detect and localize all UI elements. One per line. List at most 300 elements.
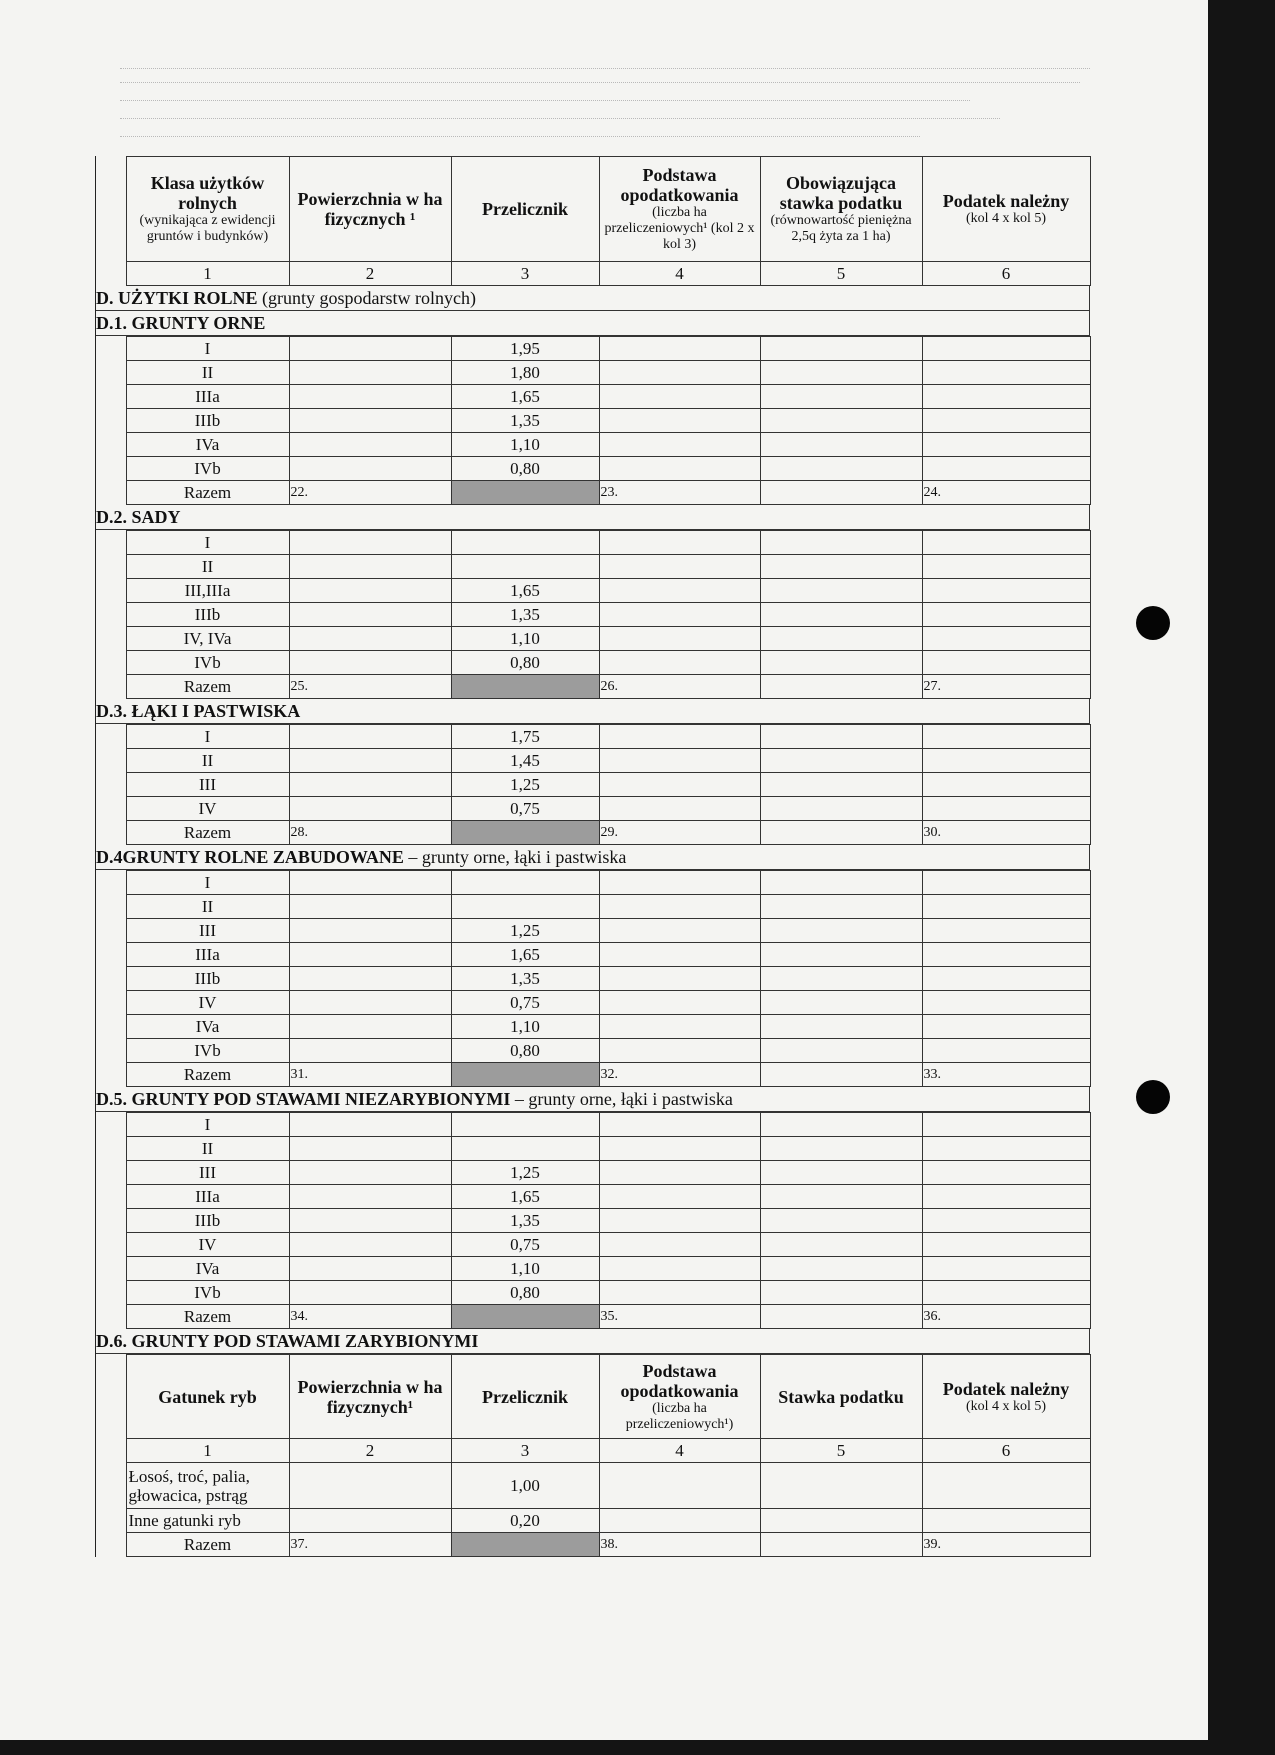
area-input[interactable] bbox=[289, 1137, 451, 1161]
total-base-field[interactable]: 38. bbox=[599, 1533, 760, 1557]
tax-due-input[interactable] bbox=[922, 943, 1090, 967]
tax-due-input[interactable] bbox=[922, 749, 1090, 773]
area-input[interactable] bbox=[289, 1039, 451, 1063]
tax-due-input[interactable] bbox=[922, 967, 1090, 991]
tax-rate-input[interactable] bbox=[760, 385, 922, 409]
conversion-rate: 0,20 bbox=[451, 1509, 599, 1533]
conversion-rate: 0,80 bbox=[451, 457, 599, 481]
class-label: III,IIIa bbox=[126, 579, 289, 603]
section-d1-table bbox=[96, 336, 1091, 505]
total-area-field[interactable]: 25. bbox=[289, 675, 451, 699]
tax-base-input[interactable] bbox=[599, 967, 760, 991]
class-row bbox=[96, 361, 1090, 385]
class-row bbox=[96, 797, 1090, 821]
total-tax-field[interactable]: 30. bbox=[922, 821, 1090, 845]
tax-rate-input[interactable] bbox=[760, 943, 922, 967]
shaded-cell bbox=[451, 481, 599, 505]
total-rate-field bbox=[760, 1533, 922, 1557]
total-base-field[interactable]: 35. bbox=[599, 1305, 760, 1329]
class-row bbox=[96, 1233, 1090, 1257]
class-row bbox=[96, 1463, 1090, 1509]
column-header-row bbox=[96, 157, 1090, 262]
class-label: IV bbox=[126, 991, 289, 1015]
faded-top-area bbox=[120, 60, 1090, 150]
tax-due-input[interactable] bbox=[922, 1281, 1090, 1305]
tax-base-input[interactable] bbox=[599, 725, 760, 749]
total-label: Razem bbox=[126, 1305, 289, 1329]
shaded-cell bbox=[451, 675, 599, 699]
tax-base-input[interactable] bbox=[599, 579, 760, 603]
punch-hole bbox=[1136, 1080, 1170, 1114]
section-d3-table bbox=[96, 724, 1091, 845]
total-rate-field bbox=[760, 1063, 922, 1087]
conversion-rate: 1,35 bbox=[451, 1209, 599, 1233]
total-row bbox=[96, 821, 1090, 845]
total-label: Razem bbox=[126, 1533, 289, 1557]
tax-due-input[interactable] bbox=[922, 1509, 1090, 1533]
total-label: Razem bbox=[126, 821, 289, 845]
tax-due-input[interactable] bbox=[922, 895, 1090, 919]
conversion-rate: 1,95 bbox=[451, 337, 599, 361]
conversion-rate: 1,10 bbox=[451, 1015, 599, 1039]
class-label: IVa bbox=[126, 1015, 289, 1039]
class-label: IVb bbox=[126, 1039, 289, 1063]
section-d6-table bbox=[96, 1354, 1091, 1557]
tax-due-input[interactable] bbox=[922, 991, 1090, 1015]
col2-header: Powierzchnia w ha fizycznych ¹ bbox=[289, 157, 451, 262]
conversion-rate: 1,00 bbox=[451, 1463, 599, 1509]
conversion-rate: 1,65 bbox=[451, 1185, 599, 1209]
class-row bbox=[96, 385, 1090, 409]
total-tax-field[interactable]: 24. bbox=[922, 481, 1090, 505]
class-label: IIIb bbox=[126, 967, 289, 991]
punch-hole bbox=[1136, 606, 1170, 640]
area-input[interactable] bbox=[289, 797, 451, 821]
area-input[interactable] bbox=[289, 337, 451, 361]
tax-base-input[interactable] bbox=[599, 895, 760, 919]
conversion-rate: 1,25 bbox=[451, 1161, 599, 1185]
d6-header-row bbox=[96, 1355, 1090, 1439]
section-d-title: D. UŻYTKI ROLNE (grunty gospodarstw rolnych) bbox=[96, 286, 1090, 311]
section-d5-title: D.5. GRUNTY POD STAWAMI NIEZARYBIONYMI – grunty orne, łąki i pastwiska bbox=[96, 1087, 1090, 1112]
conversion-rate: 1,35 bbox=[451, 967, 599, 991]
class-row bbox=[96, 433, 1090, 457]
tax-base-input[interactable] bbox=[599, 773, 760, 797]
tax-due-input[interactable] bbox=[922, 773, 1090, 797]
class-row bbox=[96, 409, 1090, 433]
tax-due-input[interactable] bbox=[922, 579, 1090, 603]
shaded-cell bbox=[451, 1533, 599, 1557]
tax-base-input[interactable] bbox=[599, 603, 760, 627]
conversion-rate bbox=[451, 555, 599, 579]
class-row bbox=[96, 1509, 1090, 1533]
class-row bbox=[96, 943, 1090, 967]
tax-rate-input[interactable] bbox=[760, 1281, 922, 1305]
area-input[interactable] bbox=[289, 725, 451, 749]
land-tax-table bbox=[96, 156, 1091, 286]
tax-base-input[interactable] bbox=[599, 457, 760, 481]
area-input[interactable] bbox=[289, 1113, 451, 1137]
tax-due-input[interactable] bbox=[922, 1233, 1090, 1257]
class-row bbox=[96, 651, 1090, 675]
conversion-rate: 1,65 bbox=[451, 943, 599, 967]
total-base-field[interactable]: 29. bbox=[599, 821, 760, 845]
tax-rate-input[interactable] bbox=[760, 991, 922, 1015]
shaded-cell bbox=[451, 1063, 599, 1087]
area-input[interactable] bbox=[289, 409, 451, 433]
area-input[interactable] bbox=[289, 1209, 451, 1233]
tax-base-input[interactable] bbox=[599, 919, 760, 943]
tax-due-input[interactable] bbox=[922, 797, 1090, 821]
col-number: 2 bbox=[289, 262, 451, 286]
total-row bbox=[96, 1305, 1090, 1329]
class-label: IVb bbox=[126, 457, 289, 481]
class-label: III bbox=[126, 919, 289, 943]
tax-base-input[interactable] bbox=[599, 1137, 760, 1161]
tax-due-input[interactable] bbox=[922, 1113, 1090, 1137]
tax-due-input[interactable] bbox=[922, 871, 1090, 895]
tax-rate-input[interactable] bbox=[760, 337, 922, 361]
tax-due-input[interactable] bbox=[922, 457, 1090, 481]
area-input[interactable] bbox=[289, 385, 451, 409]
tax-rate-input[interactable] bbox=[760, 919, 922, 943]
conversion-rate: 1,25 bbox=[451, 919, 599, 943]
shaded-cell bbox=[451, 1305, 599, 1329]
col-number: 4 bbox=[599, 262, 760, 286]
tax-due-input[interactable] bbox=[922, 1209, 1090, 1233]
tax-due-input[interactable] bbox=[922, 361, 1090, 385]
area-input[interactable] bbox=[289, 1463, 451, 1509]
conversion-rate: 1,80 bbox=[451, 361, 599, 385]
class-row bbox=[96, 531, 1090, 555]
class-row bbox=[96, 1015, 1090, 1039]
section-d5-table bbox=[96, 1112, 1091, 1329]
tax-base-input[interactable] bbox=[599, 1185, 760, 1209]
total-rate-field bbox=[760, 821, 922, 845]
class-row bbox=[96, 603, 1090, 627]
tax-base-input[interactable] bbox=[599, 385, 760, 409]
tax-due-input[interactable] bbox=[922, 1039, 1090, 1063]
col-number: 3 bbox=[451, 1439, 599, 1463]
total-rate-field bbox=[760, 675, 922, 699]
total-area-field[interactable]: 37. bbox=[289, 1533, 451, 1557]
tax-rate-input[interactable] bbox=[760, 967, 922, 991]
col-number: 2 bbox=[289, 1439, 451, 1463]
d6-column-number-row bbox=[96, 1439, 1090, 1463]
class-label: I bbox=[126, 531, 289, 555]
tax-rate-input[interactable] bbox=[760, 797, 922, 821]
area-input[interactable] bbox=[289, 919, 451, 943]
class-row bbox=[96, 1137, 1090, 1161]
class-row bbox=[96, 555, 1090, 579]
area-input[interactable] bbox=[289, 991, 451, 1015]
conversion-rate: 0,80 bbox=[451, 1039, 599, 1063]
class-label: I bbox=[126, 337, 289, 361]
tax-base-input[interactable] bbox=[599, 1015, 760, 1039]
area-input[interactable] bbox=[289, 967, 451, 991]
total-tax-field[interactable]: 36. bbox=[922, 1305, 1090, 1329]
area-input[interactable] bbox=[289, 361, 451, 385]
total-label: Razem bbox=[126, 1063, 289, 1087]
tax-base-input[interactable] bbox=[599, 1233, 760, 1257]
area-input[interactable] bbox=[289, 1015, 451, 1039]
tax-base-input[interactable] bbox=[599, 531, 760, 555]
tax-base-input[interactable] bbox=[599, 409, 760, 433]
d6-col3-header: Przelicznik bbox=[451, 1355, 599, 1439]
tax-rate-input[interactable] bbox=[760, 555, 922, 579]
class-label: I bbox=[126, 871, 289, 895]
conversion-rate: 0,80 bbox=[451, 1281, 599, 1305]
total-base-field[interactable]: 26. bbox=[599, 675, 760, 699]
class-label: II bbox=[126, 895, 289, 919]
class-row bbox=[96, 1113, 1090, 1137]
tax-base-input[interactable] bbox=[599, 1463, 760, 1509]
area-input[interactable] bbox=[289, 603, 451, 627]
area-input[interactable] bbox=[289, 579, 451, 603]
conversion-rate: 0,75 bbox=[451, 797, 599, 821]
tax-due-input[interactable] bbox=[922, 1463, 1090, 1509]
tax-base-input[interactable] bbox=[599, 337, 760, 361]
col-number: 5 bbox=[760, 1439, 922, 1463]
tax-base-input[interactable] bbox=[599, 1257, 760, 1281]
tax-rate-input[interactable] bbox=[760, 531, 922, 555]
total-area-field[interactable]: 31. bbox=[289, 1063, 451, 1087]
total-area-field[interactable]: 22. bbox=[289, 481, 451, 505]
shaded-cell bbox=[451, 821, 599, 845]
section-d3-title: D.3. ŁĄKI I PASTWISKA bbox=[96, 699, 1090, 724]
tax-due-input[interactable] bbox=[922, 337, 1090, 361]
tax-rate-input[interactable] bbox=[760, 627, 922, 651]
total-row bbox=[96, 481, 1090, 505]
tax-base-input[interactable] bbox=[599, 1509, 760, 1533]
col6-header: Podatek należny (kol 4 x kol 5) bbox=[922, 157, 1090, 262]
area-input[interactable] bbox=[289, 433, 451, 457]
tax-rate-input[interactable] bbox=[760, 725, 922, 749]
class-row bbox=[96, 1257, 1090, 1281]
col-number: 5 bbox=[760, 262, 922, 286]
d6-col1-header: Gatunek ryb bbox=[126, 1355, 289, 1439]
tax-rate-input[interactable] bbox=[760, 773, 922, 797]
tax-base-input[interactable] bbox=[599, 1113, 760, 1137]
tax-rate-input[interactable] bbox=[760, 1463, 922, 1509]
area-input[interactable] bbox=[289, 627, 451, 651]
class-label: IVa bbox=[126, 433, 289, 457]
class-row bbox=[96, 991, 1090, 1015]
tax-due-input[interactable] bbox=[922, 1161, 1090, 1185]
tax-rate-input[interactable] bbox=[760, 1015, 922, 1039]
tax-due-input[interactable] bbox=[922, 555, 1090, 579]
tax-rate-input[interactable] bbox=[760, 1209, 922, 1233]
section-d1-title: D.1. GRUNTY ORNE bbox=[96, 311, 1090, 336]
total-row bbox=[96, 1063, 1090, 1087]
col-number: 1 bbox=[126, 262, 289, 286]
col-number: 1 bbox=[126, 1439, 289, 1463]
class-label: IV, IVa bbox=[126, 627, 289, 651]
area-input[interactable] bbox=[289, 1257, 451, 1281]
area-input[interactable] bbox=[289, 1281, 451, 1305]
section-d2-table bbox=[96, 530, 1091, 699]
conversion-rate bbox=[451, 1137, 599, 1161]
tax-rate-input[interactable] bbox=[760, 1257, 922, 1281]
total-row bbox=[96, 1533, 1090, 1557]
tax-rate-input[interactable] bbox=[760, 749, 922, 773]
tax-rate-input[interactable] bbox=[760, 603, 922, 627]
class-row bbox=[96, 919, 1090, 943]
tax-due-input[interactable] bbox=[922, 433, 1090, 457]
tax-base-input[interactable] bbox=[599, 361, 760, 385]
col-number: 3 bbox=[451, 262, 599, 286]
col3-header: Przelicznik bbox=[451, 157, 599, 262]
tax-due-input[interactable] bbox=[922, 1015, 1090, 1039]
total-label: Razem bbox=[126, 675, 289, 699]
tax-rate-input[interactable] bbox=[760, 1233, 922, 1257]
class-row bbox=[96, 457, 1090, 481]
conversion-rate: 1,35 bbox=[451, 409, 599, 433]
class-row bbox=[96, 1281, 1090, 1305]
area-input[interactable] bbox=[289, 1161, 451, 1185]
tax-rate-input[interactable] bbox=[760, 457, 922, 481]
col1-header: Klasa użytków rolnych (wynikająca z ewidencji gruntów i budynków) bbox=[126, 157, 289, 262]
total-area-field[interactable]: 28. bbox=[289, 821, 451, 845]
d6-col4-header: Podstawa opodatkowania (liczba ha przeliczeniowych¹) bbox=[599, 1355, 760, 1439]
class-label: II bbox=[126, 361, 289, 385]
total-tax-field[interactable]: 27. bbox=[922, 675, 1090, 699]
tax-due-input[interactable] bbox=[922, 385, 1090, 409]
tax-rate-input[interactable] bbox=[760, 1185, 922, 1209]
class-row bbox=[96, 967, 1090, 991]
tax-due-input[interactable] bbox=[922, 919, 1090, 943]
tax-rate-input[interactable] bbox=[760, 1137, 922, 1161]
conversion-rate: 1,10 bbox=[451, 1257, 599, 1281]
tax-base-input[interactable] bbox=[599, 871, 760, 895]
total-tax-field[interactable]: 33. bbox=[922, 1063, 1090, 1087]
conversion-rate: 1,75 bbox=[451, 725, 599, 749]
tax-form bbox=[95, 156, 1090, 1557]
class-label: III bbox=[126, 1161, 289, 1185]
conversion-rate: 1,10 bbox=[451, 627, 599, 651]
section-d4-title: D.4GRUNTY ROLNE ZABUDOWANE – grunty orne, łąki i pastwiska bbox=[96, 845, 1090, 870]
tax-rate-input[interactable] bbox=[760, 1161, 922, 1185]
conversion-rate: 1,10 bbox=[451, 433, 599, 457]
tax-rate-input[interactable] bbox=[760, 579, 922, 603]
tax-due-input[interactable] bbox=[922, 1185, 1090, 1209]
tax-base-input[interactable] bbox=[599, 1161, 760, 1185]
tax-rate-input[interactable] bbox=[760, 651, 922, 675]
tax-due-input[interactable] bbox=[922, 409, 1090, 433]
col4-header: Podstawa opodatkowania (liczba ha przeliczeniowych¹ (kol 2 x kol 3) bbox=[599, 157, 760, 262]
total-tax-field[interactable]: 39. bbox=[922, 1533, 1090, 1557]
conversion-rate: 0,75 bbox=[451, 1233, 599, 1257]
class-row bbox=[96, 1161, 1090, 1185]
tax-base-input[interactable] bbox=[599, 627, 760, 651]
class-row bbox=[96, 871, 1090, 895]
class-label: II bbox=[126, 1137, 289, 1161]
class-row bbox=[96, 773, 1090, 797]
tax-rate-input[interactable] bbox=[760, 1509, 922, 1533]
tax-rate-input[interactable] bbox=[760, 895, 922, 919]
total-rate-field bbox=[760, 1305, 922, 1329]
area-input[interactable] bbox=[289, 773, 451, 797]
tax-due-input[interactable] bbox=[922, 725, 1090, 749]
conversion-rate: 0,75 bbox=[451, 991, 599, 1015]
col-number: 6 bbox=[922, 1439, 1090, 1463]
tax-due-input[interactable] bbox=[922, 1137, 1090, 1161]
area-input[interactable] bbox=[289, 871, 451, 895]
class-row bbox=[96, 627, 1090, 651]
area-input[interactable] bbox=[289, 651, 451, 675]
tax-base-input[interactable] bbox=[599, 991, 760, 1015]
conversion-rate: 1,35 bbox=[451, 603, 599, 627]
class-row bbox=[96, 1185, 1090, 1209]
tax-rate-input[interactable] bbox=[760, 871, 922, 895]
area-input[interactable] bbox=[289, 895, 451, 919]
tax-base-input[interactable] bbox=[599, 651, 760, 675]
class-label: IVb bbox=[126, 651, 289, 675]
tax-due-input[interactable] bbox=[922, 531, 1090, 555]
tax-base-input[interactable] bbox=[599, 433, 760, 457]
class-label: IIIb bbox=[126, 603, 289, 627]
column-number-row bbox=[96, 262, 1090, 286]
class-label: Inne gatunki ryb bbox=[126, 1509, 289, 1533]
tax-base-input[interactable] bbox=[599, 797, 760, 821]
tax-rate-input[interactable] bbox=[760, 433, 922, 457]
tax-rate-input[interactable] bbox=[760, 1113, 922, 1137]
tax-due-input[interactable] bbox=[922, 603, 1090, 627]
area-input[interactable] bbox=[289, 943, 451, 967]
area-input[interactable] bbox=[289, 1509, 451, 1533]
class-label: I bbox=[126, 725, 289, 749]
tax-rate-input[interactable] bbox=[760, 1039, 922, 1063]
total-area-field[interactable]: 34. bbox=[289, 1305, 451, 1329]
tax-rate-input[interactable] bbox=[760, 361, 922, 385]
tax-rate-input[interactable] bbox=[760, 409, 922, 433]
total-rate-field bbox=[760, 481, 922, 505]
section-d2-title: D.2. SADY bbox=[96, 505, 1090, 530]
tax-base-input[interactable] bbox=[599, 1281, 760, 1305]
class-label: IVb bbox=[126, 1281, 289, 1305]
class-label: I bbox=[126, 1113, 289, 1137]
area-input[interactable] bbox=[289, 555, 451, 579]
tax-due-input[interactable] bbox=[922, 651, 1090, 675]
total-base-field[interactable]: 23. bbox=[599, 481, 760, 505]
tax-base-input[interactable] bbox=[599, 1039, 760, 1063]
conversion-rate: 1,65 bbox=[451, 579, 599, 603]
total-base-field[interactable]: 32. bbox=[599, 1063, 760, 1087]
d6-col5-header: Stawka podatku bbox=[760, 1355, 922, 1439]
area-input[interactable] bbox=[289, 1233, 451, 1257]
total-row bbox=[96, 675, 1090, 699]
class-label: Łosoś, troć, palia, głowacica, pstrąg bbox=[126, 1463, 289, 1509]
tax-due-input[interactable] bbox=[922, 627, 1090, 651]
area-input[interactable] bbox=[289, 457, 451, 481]
conversion-rate: 1,65 bbox=[451, 385, 599, 409]
tax-due-input[interactable] bbox=[922, 1257, 1090, 1281]
tax-base-input[interactable] bbox=[599, 1209, 760, 1233]
col-number: 4 bbox=[599, 1439, 760, 1463]
tax-base-input[interactable] bbox=[599, 555, 760, 579]
area-input[interactable] bbox=[289, 531, 451, 555]
class-row bbox=[96, 1209, 1090, 1233]
class-label: IIIa bbox=[126, 385, 289, 409]
area-input[interactable] bbox=[289, 1185, 451, 1209]
tax-base-input[interactable] bbox=[599, 943, 760, 967]
tax-base-input[interactable] bbox=[599, 749, 760, 773]
class-label: IIIb bbox=[126, 1209, 289, 1233]
area-input[interactable] bbox=[289, 749, 451, 773]
class-label: IVa bbox=[126, 1257, 289, 1281]
d6-col2-header: Powierzchnia w ha fizycznych¹ bbox=[289, 1355, 451, 1439]
class-label: II bbox=[126, 555, 289, 579]
